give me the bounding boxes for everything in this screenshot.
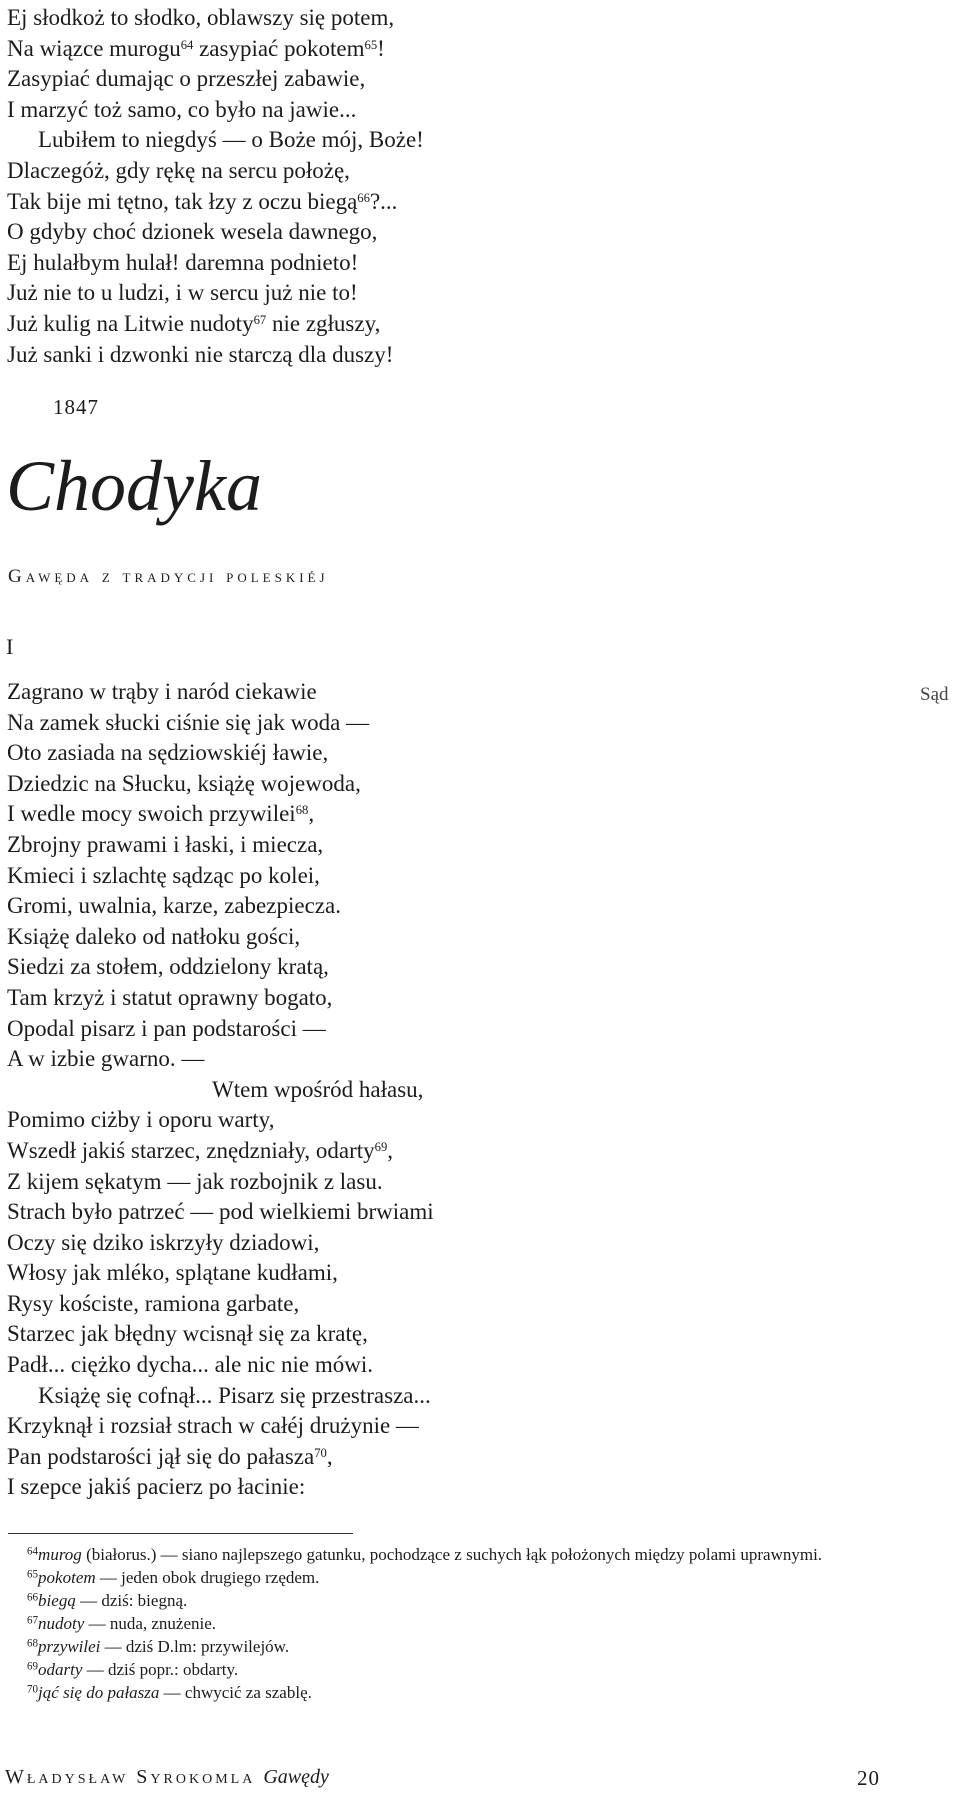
footnote-term: odarty: [38, 1660, 83, 1679]
verse-line: [7, 125, 424, 156]
verse-line: [7, 1197, 434, 1228]
verse-line: [7, 1319, 434, 1350]
verse-line: [7, 3, 424, 34]
poem-date: 1847: [53, 395, 99, 419]
verse-line: [7, 830, 434, 861]
footnote: [8, 1658, 888, 1681]
verse-text: Wtem wpośród hałasu,: [212, 1076, 424, 1102]
verse-text: ,: [387, 1137, 394, 1163]
footnote-term: nudoty: [38, 1614, 85, 1633]
verse-line: [7, 769, 434, 800]
verse-line: [7, 1258, 434, 1289]
footnote-text: (białorus.) — siano najlepszego gatunku, pochodzące z suchych łąk położonych między polami uprawnymi.: [81, 1545, 823, 1564]
verse-text: ,: [308, 801, 315, 827]
verse-text: Strach było patrzeć — pod wielkiemi brwiami: [7, 1199, 434, 1225]
poem-subtitle: Gawęda z tradycji poleskiéj: [8, 566, 329, 587]
verse-line: [7, 891, 434, 922]
footnote-text: — dziś: biegną.: [75, 1591, 188, 1610]
footnote-ref: 67: [253, 312, 267, 327]
verse-text: Już kulig na Litwie nudoty: [7, 310, 254, 336]
verse-line: [7, 217, 424, 248]
verse-line: [7, 248, 424, 279]
verse-text: O gdyby choć dzionek wesela dawnego,: [7, 219, 378, 245]
verse-text: Pan podstarości jął się do pałasza: [7, 1443, 315, 1469]
verse-line: [7, 708, 434, 739]
verse-text: I wedle mocy swoich przywilei: [7, 801, 296, 827]
verse-text: Gromi, uwalnia, karze, zabezpiecza.: [7, 893, 341, 919]
verse-line: [7, 187, 424, 218]
footnote-text: — nuda, znużenie.: [84, 1614, 217, 1633]
verse-line: [7, 1289, 434, 1320]
verse-text: Z kijem sękatym — jak rozbojnik z lasu.: [7, 1168, 383, 1194]
footnote-number: 69: [27, 1660, 39, 1673]
verse-text: I szepce jakiś pacierz po łacinie:: [7, 1474, 306, 1500]
verse-line: [7, 738, 434, 769]
verse-text: Na zamek słucki ciśnie się jak woda —: [7, 709, 370, 735]
verse-text: ?...: [369, 188, 398, 214]
verse-text: Zasypiać dumając o przeszłej zabawie,: [7, 66, 366, 92]
verse-text: Zagrano w trąby i naród ciekawie: [7, 679, 317, 704]
footnote-text: — dziś popr.: obdarty.: [82, 1660, 239, 1679]
page-number: 20: [857, 1766, 880, 1790]
verse-text: nie zgłuszy,: [266, 310, 381, 336]
verse-line: [7, 309, 424, 340]
verse-text: Tak bije mi tętno, tak łzy z oczu biegą: [7, 188, 358, 214]
verse-text: Ej słodkoż to słodko, oblawszy się potem,: [7, 5, 395, 30]
verse-text: ,: [326, 1443, 333, 1469]
footnote-number: 65: [27, 1568, 39, 1581]
footnote: [8, 1589, 888, 1612]
footnote-term: biegą: [38, 1591, 76, 1610]
verse-text: Pomimo ciżby i oporu warty,: [7, 1107, 275, 1133]
footer-book-title: Gawędy: [263, 1766, 329, 1788]
footnote: [8, 1612, 888, 1635]
footnote-ref: 64: [180, 37, 194, 52]
verse-line: [7, 1136, 434, 1167]
verse-text: Zbrojny prawami i łaski, i miecza,: [7, 831, 324, 857]
verse-text: Wszedł jakiś starzec, znędzniały, odarty: [7, 1137, 375, 1163]
verse-line: [7, 95, 424, 126]
verse-text: Opodal pisarz i pan podstarości —: [7, 1015, 326, 1041]
verse-text: Tam krzyż i statut oprawny bogato,: [7, 984, 333, 1010]
footnote-term: przywilei: [38, 1637, 101, 1656]
verse-line: [7, 1075, 434, 1106]
verse-text: Dlaczegóż, gdy rękę na sercu położę,: [7, 157, 350, 183]
verse-text: Książę daleko od natłoku gości,: [7, 923, 301, 949]
section-number: I: [6, 634, 16, 659]
verse-line: [7, 677, 434, 708]
footnote: [8, 1566, 888, 1589]
verse-text: Rysy kościste, ramiona garbate,: [7, 1290, 300, 1316]
footnote-number: 68: [27, 1637, 39, 1650]
verse-text: Lubiłem to niegdyś — o Boże mój, Boże!: [38, 127, 424, 153]
verse-line: [7, 34, 424, 65]
verse-text: Oczy się dziko iskrzyły dziadowi,: [7, 1229, 320, 1255]
footnote-term: pokotem: [38, 1568, 96, 1587]
footnote-ref: 66: [357, 190, 370, 205]
verse-line: [7, 1411, 434, 1442]
verse-text: zasypiać pokotem: [193, 35, 365, 61]
verse-text: Ej hulałbym hulał! daremna podnieto!: [7, 249, 359, 275]
verse-text: Starzec jak błędny wcisnął się za kratę,: [7, 1321, 368, 1347]
footnote-ref: 68: [295, 803, 309, 818]
poem-title: Chodyka: [6, 446, 262, 526]
running-footer: [5, 1766, 329, 1789]
verse-line: [7, 156, 424, 187]
verse-text: Książę się cofnął... Pisarz się przestrasza...: [38, 1382, 431, 1408]
footnote-term: jąć się do pałasza: [38, 1683, 160, 1702]
verse-line: [7, 1228, 434, 1259]
footnote: [8, 1681, 888, 1704]
verse-line: [7, 952, 434, 983]
footnote-term: murog: [38, 1545, 82, 1564]
verse-line: [7, 340, 424, 371]
footnote-number: 64: [27, 1545, 39, 1558]
footnotes: [8, 1543, 888, 1704]
verse-text: Oto zasiada na sędziowskiéj ławie,: [7, 740, 329, 766]
footnote: [8, 1635, 888, 1658]
marginal-note: Sąd: [920, 684, 949, 705]
verse-text: Siedzi za stołem, oddzielony kratą,: [7, 954, 329, 980]
footer-author: Władysław Syrokomla: [5, 1766, 256, 1788]
verse-text: A w izbie gwarno. —: [7, 1046, 205, 1072]
footnote-number: 70: [27, 1683, 39, 1696]
verse-line: [7, 922, 434, 953]
footnote: [8, 1543, 888, 1566]
verse-text: Na wiązce murogu: [7, 35, 181, 61]
verse-line: [7, 64, 424, 95]
verse-text: Włosy jak mléko, splątane kudłami,: [7, 1260, 338, 1286]
verse-line: [7, 983, 434, 1014]
verse-text: Krzyknął i rozsiał strach w całéj drużynie —: [7, 1413, 419, 1439]
verse-line: [7, 1472, 434, 1503]
main-poem: [7, 677, 434, 1503]
top-poem: [7, 3, 424, 370]
verse-text: Już sanki i dzwonki nie starczą dla duszy!: [7, 341, 394, 367]
verse-line: [7, 1350, 434, 1381]
verse-text: !: [377, 35, 385, 61]
footnote-ref: 65: [364, 37, 378, 52]
verse-text: I marzyć toż samo, co było na jawie...: [7, 96, 357, 122]
verse-text: Dziedzic na Słucku, książę wojewoda,: [7, 770, 361, 796]
footnote-text: — chwycić za szablę.: [159, 1683, 312, 1702]
verse-line: [7, 1381, 434, 1412]
verse-line: [7, 1014, 434, 1045]
verse-line: [7, 1167, 434, 1198]
footnote-text: — jeden obok drugiego rzędem.: [95, 1568, 320, 1587]
verse-line: [7, 1105, 434, 1136]
footnote-ref: 70: [314, 1445, 327, 1460]
footnote-number: 67: [27, 1614, 39, 1627]
footnote-text: — dziś D.lm: przywilejów.: [100, 1637, 290, 1656]
verse-line: [7, 1442, 434, 1473]
footnote-rule: [8, 1533, 353, 1534]
footnote-number: 66: [27, 1591, 39, 1604]
verse-line: [7, 278, 424, 309]
verse-line: [7, 799, 434, 830]
verse-text: Już nie to u ludzi, i w sercu już nie to!: [7, 280, 358, 306]
footnote-ref: 69: [374, 1139, 388, 1154]
verse-text: Kmieci i szlachtę sądząc po kolei,: [7, 862, 320, 888]
verse-line: [7, 861, 434, 892]
verse-line: [7, 1044, 434, 1075]
verse-text: Padł... ciężko dycha... ale nic nie mówi.: [7, 1352, 373, 1378]
